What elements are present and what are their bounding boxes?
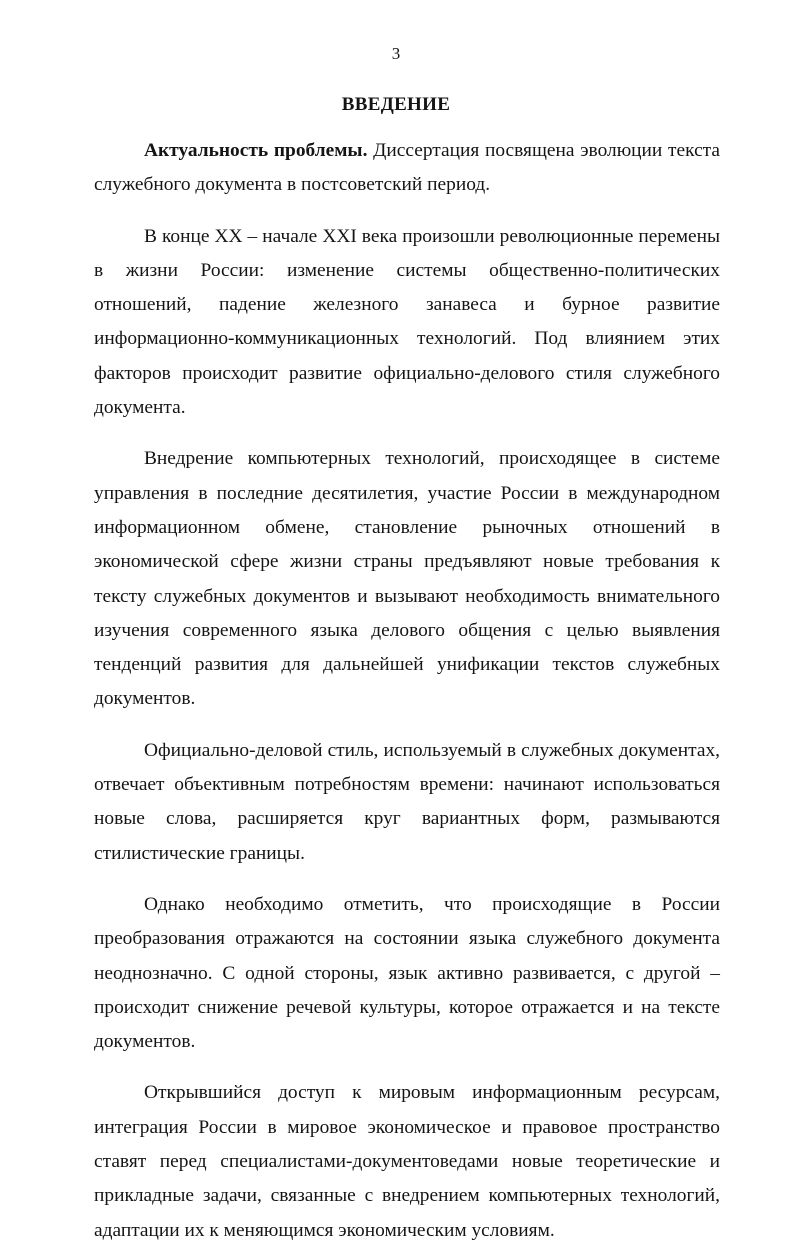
paragraph-lead: Актуальность проблемы.: [144, 140, 368, 161]
paragraph-transformations: Однако необходимо отметить, что происходящие в России преобразования отражаются на состоянии языка служебного документа неоднозначно. С одной стороны, язык активно развивается, с другой – происходит снижение речевой культуры, которое отражается и на тексте документов.: [94, 893, 720, 1053]
paragraph-computer-technologies: Внедрение компьютерных технологий, происходящее в системе управления в последние десятилетия, участие России в международном информационном обмене, становление рыночных отношений в экономической сфере жизни страны предъявляют новые требования к тексту служебных документов и вызывают необходимость внимательного изучения современного языка делового общения с целью выявления тенденций развития для дальнейшей унификации текстов служебных документов.: [94, 448, 720, 710]
section-heading: ВВЕДЕНИЕ: [341, 94, 451, 115]
paragraph-integration: Открывшийся доступ к мировым информационным ресурсам, интеграция России в мировое экономическое и правовое пространство ставят перед специалистами-документоведами новые теоретические и прикладные задачи, связанные с внедрением компьютерных технологий, адаптации их к меняющимся экономическим условиям.: [94, 1082, 720, 1241]
paragraph-text: Диссертация посвящена эволюции текста служебного документа в постсоветский период.: [94, 140, 720, 196]
paragraph-business-style: Официально-деловой стиль, используемый в служебных документах, отвечает объективным потребностям времени: начинают использоваться новые слова, расширяется круг вариантных форм, размываются стилистические границы.: [94, 739, 720, 864]
paragraph-changes: В конце XX – начале XXI века произошли революционные перемены в жизни России: изменение системы общественно-политических отношений, падение железного занавеса и бурное развитие информационно-коммуникационных технологий. Под влиянием этих факторов происходит развитие официально-делового стиля служебного документа.: [94, 225, 720, 419]
page-number: 3: [391, 44, 401, 63]
body-text: [94, 134, 720, 1248]
paragraph-relevance: [94, 134, 720, 203]
